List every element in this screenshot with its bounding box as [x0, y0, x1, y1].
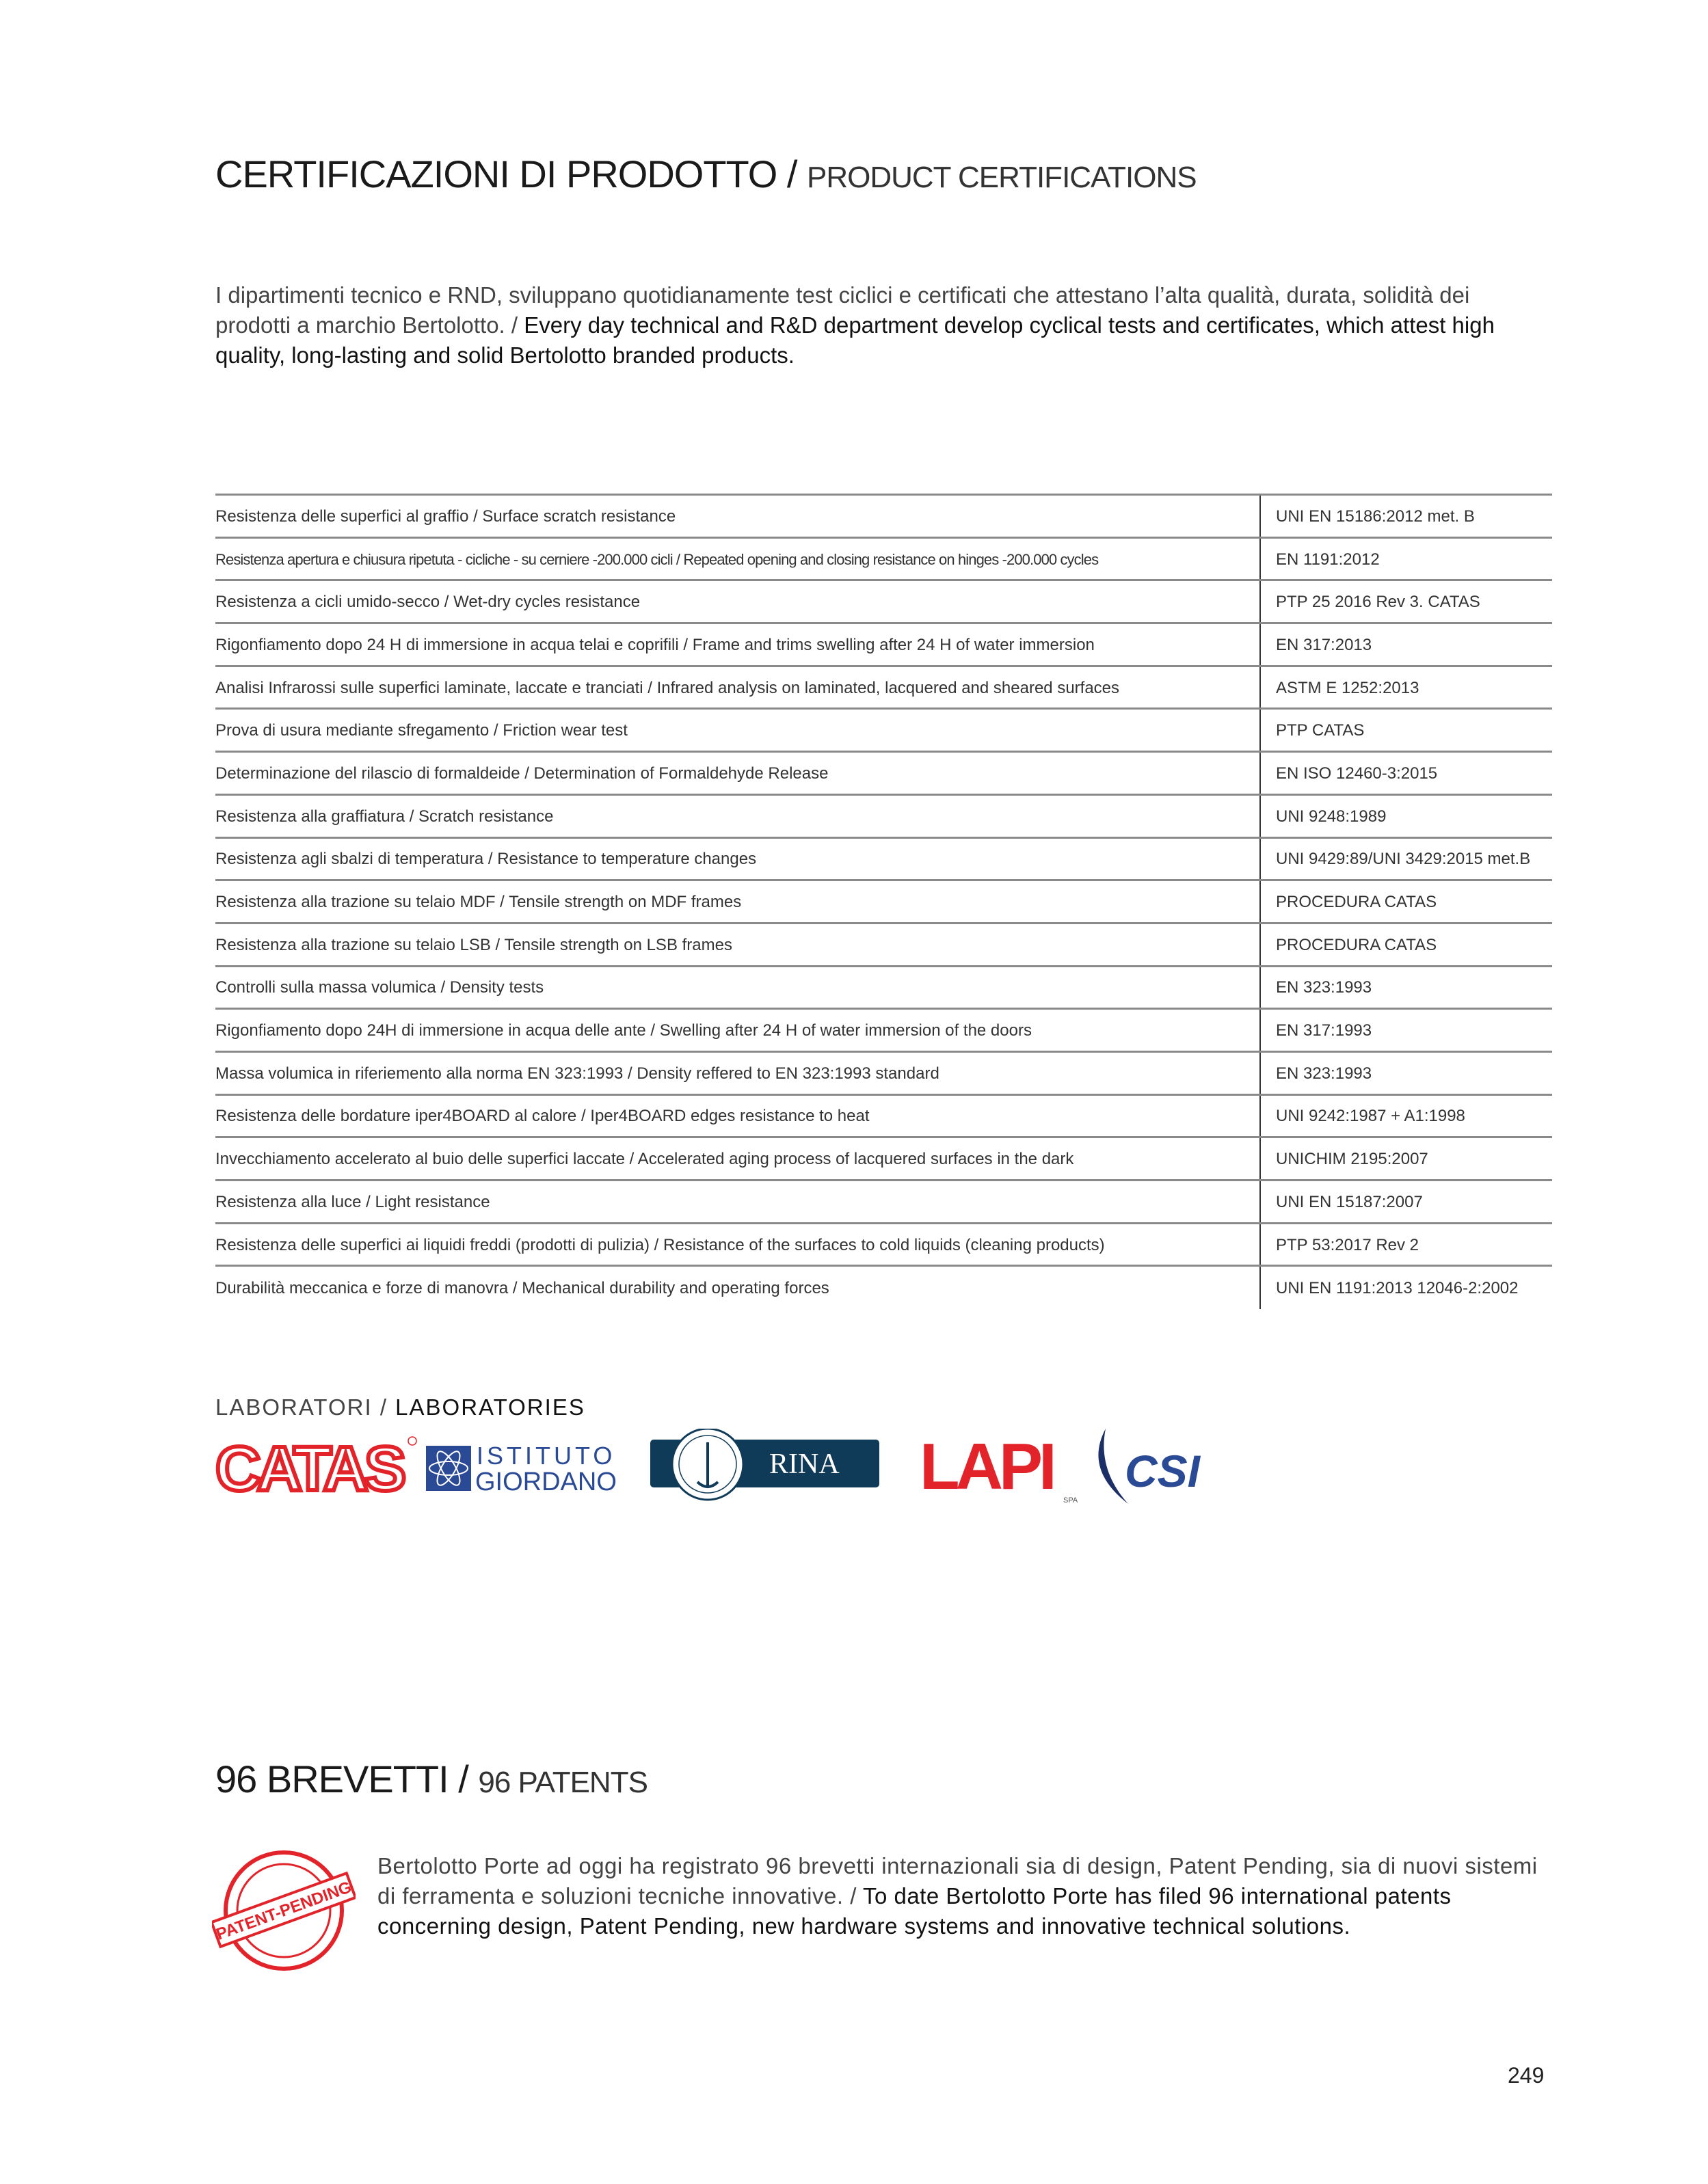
test-standard: UNI 9248:1989	[1260, 794, 1552, 837]
lapi-logo	[920, 1430, 1078, 1505]
patents-title	[215, 1757, 648, 1801]
test-standard: UNI 9429:89/UNI 3429:2015 met.B	[1260, 837, 1552, 880]
test-name: Resistenza delle superfici al graffio / Surface scratch resistance	[215, 495, 1260, 538]
test-standard: PTP 53:2017 Rev 2	[1260, 1223, 1552, 1266]
title-en: PRODUCT CERTIFICATIONS	[807, 161, 1197, 194]
intro-en: Every day technical and R&D department develop cyclical tests and certificates, which attest high quality, long-lasting and solid Bertolotto branded products.	[215, 312, 1495, 368]
patents-separator: /	[448, 1757, 479, 1801]
test-name: Invecchiamento accelerato al buio delle superfici laccate / Accelerated aging process of lacquered surfaces in the dark	[215, 1137, 1260, 1181]
patents-en: To date Bertolotto Porte has filed 96 international patents concerning design, Patent Pending, new hardware systems and innovative technical solutions.	[377, 1883, 1452, 1939]
test-standard: ASTM E 1252:2013	[1260, 666, 1552, 709]
table-row	[215, 966, 1552, 1009]
test-standard: UNICHIM 2195:2007	[1260, 1137, 1552, 1181]
table-row	[215, 837, 1552, 880]
test-standard: UNI EN 15186:2012 met. B	[1260, 495, 1552, 538]
test-standard: EN 1191:2012	[1260, 537, 1552, 580]
test-standard: UNI EN 1191:2013 12046-2:2002	[1260, 1266, 1552, 1309]
table-row	[215, 1094, 1552, 1137]
title-separator: /	[777, 152, 807, 196]
test-standard: EN 317:2013	[1260, 623, 1552, 666]
table-row	[215, 580, 1552, 623]
test-name: Rigonfiamento dopo 24H di immersione in acqua delle ante / Swelling after 24 H of water immersion of the doors	[215, 1009, 1260, 1052]
catas-logo	[215, 1434, 416, 1504]
csi-logo-text: CSI	[1125, 1446, 1201, 1496]
giordano-top-text: ISTITUTO	[477, 1442, 616, 1470]
intro-paragraph	[215, 280, 1549, 370]
title-it: CERTIFICAZIONI DI PRODOTTO	[215, 152, 777, 196]
test-standard: EN 323:1993	[1260, 966, 1552, 1009]
patent-pending-stamp	[212, 1846, 356, 1976]
laboratory-logos	[215, 1429, 1241, 1507]
table-row	[215, 752, 1552, 795]
test-name: Resistenza delle bordature iper4BOARD al calore / Iper4BOARD edges resistance to heat	[215, 1094, 1260, 1137]
table-row	[215, 623, 1552, 666]
test-standard: UNI 9242:1987 + A1:1998	[1260, 1094, 1552, 1137]
patents-title-it: 96 BREVETTI	[215, 1757, 449, 1801]
test-name: Resistenza apertura e chiusura ripetuta - cicliche - su cerniere -200.000 cicli / Repeated opening and closing resistance on hinges -200.000 cycles	[215, 537, 1260, 580]
test-name: Durabilità meccanica e forze di manovra / Mechanical durability and operating forces	[215, 1266, 1260, 1309]
labs-it: LABORATORI /	[215, 1394, 396, 1420]
test-name: Resistenza delle superfici ai liquidi freddi (prodotti di pulizia) / Resistance of the surfaces to cold liquids (cleaning products)	[215, 1223, 1260, 1266]
test-standard: EN 323:1993	[1260, 1051, 1552, 1094]
intro-it: I dipartimenti tecnico e RND, sviluppano quotidianamente test ciclici e certificati che attestano l’alta qualità, durata, solidità dei prodotti a marchio Bertolotto. /	[215, 282, 1470, 338]
rina-logo-text: RINA	[769, 1448, 840, 1480]
test-name: Controlli sulla massa volumica / Density tests	[215, 966, 1260, 1009]
test-standard: PTP CATAS	[1260, 709, 1552, 752]
table-row	[215, 666, 1552, 709]
table-row	[215, 537, 1552, 580]
page-title	[215, 152, 1197, 196]
istituto-giordano-logo	[426, 1442, 617, 1496]
test-name: Analisi Infrarossi sulle superfici laminate, laccate e tranciati / Infrared analysis on laminated, lacquered and sheared surfaces	[215, 666, 1260, 709]
test-standard: PROCEDURA CATAS	[1260, 923, 1552, 966]
lapi-logo-text: LAPI	[920, 1430, 1053, 1503]
csi-logo	[1098, 1429, 1201, 1504]
page-number: 249	[1508, 2063, 1545, 2088]
table-row	[215, 1137, 1552, 1181]
table-row	[215, 880, 1552, 924]
patents-title-en: 96 PATENTS	[478, 1766, 648, 1799]
test-name: Resistenza alla trazione su telaio MDF / Tensile strength on MDF frames	[215, 880, 1260, 924]
table-row	[215, 1051, 1552, 1094]
test-standard: EN 317:1993	[1260, 1009, 1552, 1052]
patents-paragraph	[377, 1851, 1540, 1941]
test-standard: UNI EN 15187:2007	[1260, 1181, 1552, 1224]
table-row	[215, 1181, 1552, 1224]
table-row	[215, 709, 1552, 752]
laboratories-heading	[215, 1394, 585, 1420]
table-row	[215, 1223, 1552, 1266]
table-row	[215, 1009, 1552, 1052]
test-name: Determinazione del rilascio di formaldeide / Determination of Formaldehyde Release	[215, 752, 1260, 795]
test-standard: EN ISO 12460-3:2015	[1260, 752, 1552, 795]
test-name: Resistenza agli sbalzi di temperatura / Resistance to temperature changes	[215, 837, 1260, 880]
table-row	[215, 923, 1552, 966]
test-name: Prova di usura mediante sfregamento / Friction wear test	[215, 709, 1260, 752]
test-name: Resistenza alla graffiatura / Scratch resistance	[215, 794, 1260, 837]
test-standard: PROCEDURA CATAS	[1260, 880, 1552, 924]
test-name: Resistenza a cicli umido-secco / Wet-dry cycles resistance	[215, 580, 1260, 623]
table-row	[215, 1266, 1552, 1309]
lapi-spa-text: SPA	[1063, 1496, 1078, 1505]
certifications-table	[215, 494, 1552, 1309]
test-standard: PTP 25 2016 Rev 3. CATAS	[1260, 580, 1552, 623]
test-name: Massa volumica in riferiemento alla norma EN 323:1993 / Density reffered to EN 323:1993 standard	[215, 1051, 1260, 1094]
table-row	[215, 794, 1552, 837]
table-row	[215, 495, 1552, 538]
stamp-text: PATENT-PENDING	[213, 1878, 354, 1944]
test-name: Rigonfiamento dopo 24 H di immersione in acqua telai e coprifili / Frame and trims swelling after 24 H of water immersion	[215, 623, 1260, 666]
catas-logo-text: CATAS	[215, 1434, 403, 1504]
patents-it: Bertolotto Porte ad oggi ha registrato 96 brevetti internazionali sia di design, Patent Pending, sia di nuovi sistemi di ferramenta e soluzioni tecniche innovative. /	[377, 1853, 1538, 1909]
giordano-bottom-text: GIORDANO	[475, 1468, 617, 1496]
test-name: Resistenza alla trazione su telaio LSB / Tensile strength on LSB frames	[215, 923, 1260, 966]
rina-logo	[650, 1429, 879, 1500]
labs-en: LABORATORIES	[395, 1394, 585, 1420]
test-name: Resistenza alla luce / Light resistance	[215, 1181, 1260, 1224]
